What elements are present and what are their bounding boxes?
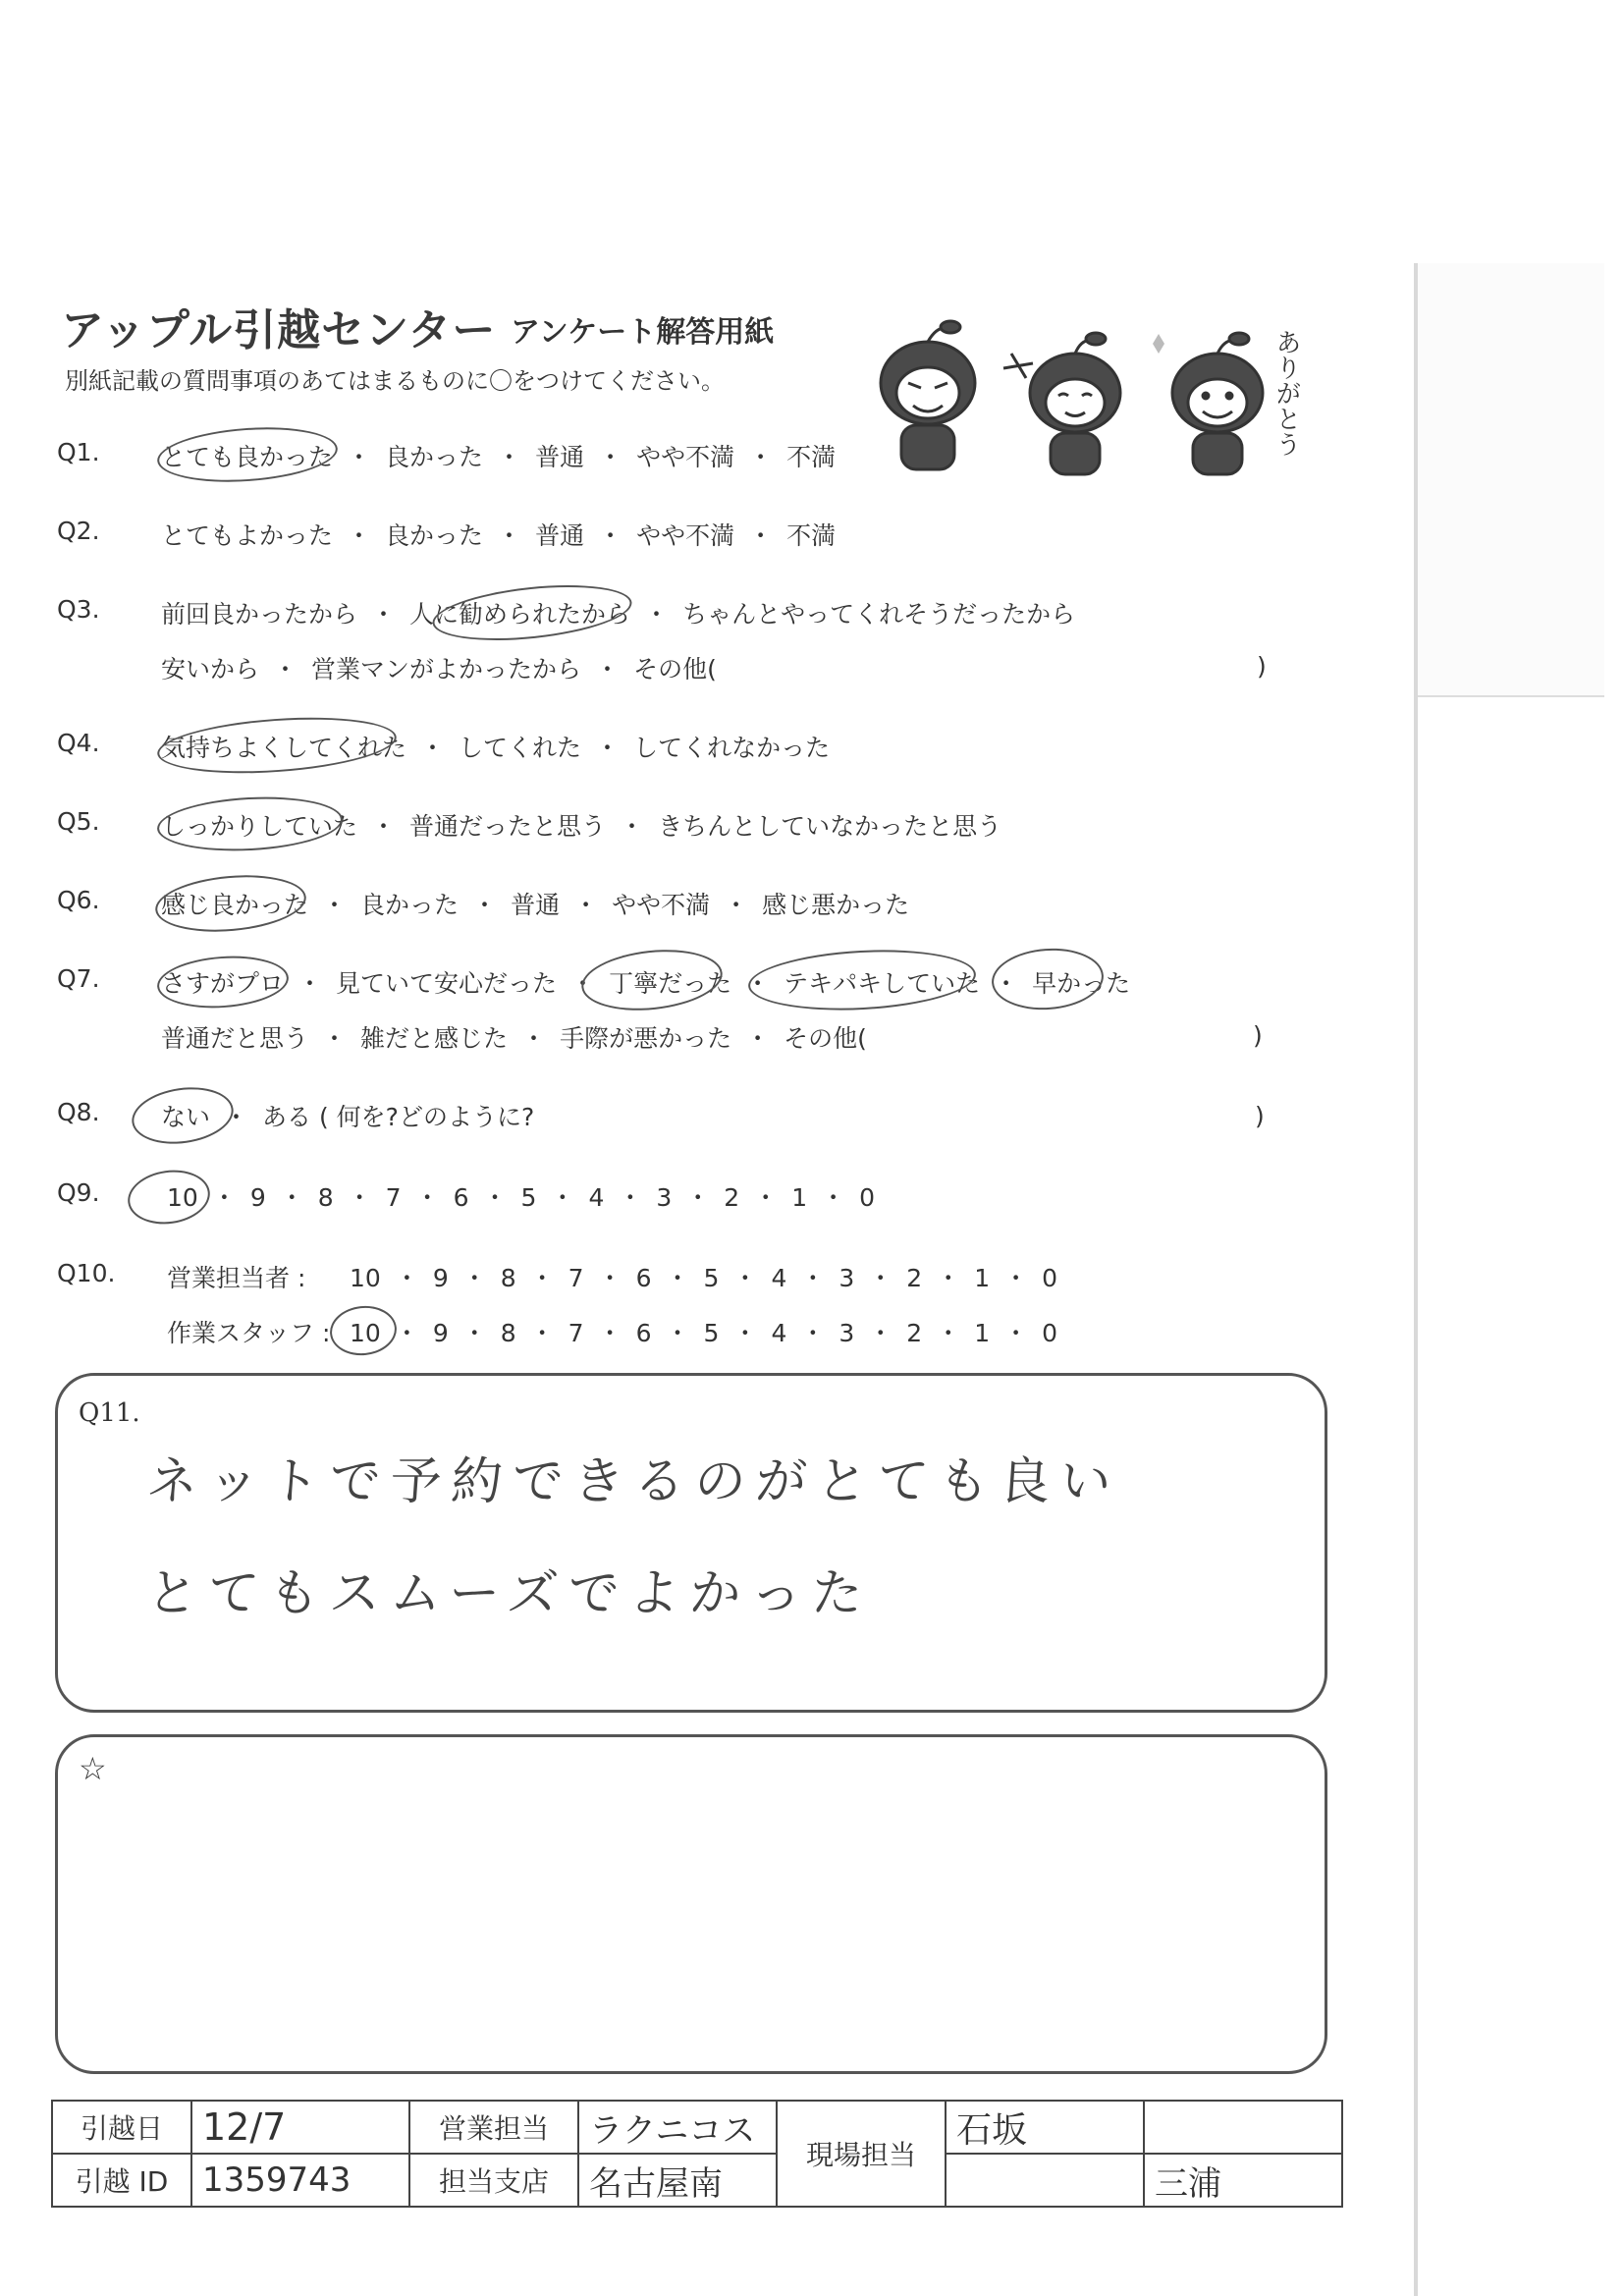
q10-staff-score-3[interactable]: 3 <box>839 1319 855 1347</box>
q9-score-10[interactable]: 10 <box>167 1183 198 1212</box>
q10-sales-score-8[interactable]: 8 <box>500 1264 516 1292</box>
q4-option-1[interactable]: 気持ちよくしてくれた <box>161 734 407 762</box>
q10-staff-score-7[interactable]: 7 <box>568 1319 584 1347</box>
q10-sales-label: 営業担当者 : <box>167 1264 306 1292</box>
q5-option-1[interactable]: しっかりしていた <box>161 812 358 841</box>
q7-answer-circle-2 <box>578 944 725 1017</box>
q10-sales-score-2[interactable]: 2 <box>906 1264 923 1292</box>
q10-sales-score-9[interactable]: 9 <box>432 1264 449 1292</box>
q2-option-1[interactable]: とてもよかった <box>161 521 334 550</box>
page-fold <box>1418 263 1604 697</box>
q11-comment-box[interactable] <box>55 1373 1327 1713</box>
q10-staff-score-0[interactable]: 0 <box>1042 1319 1058 1347</box>
site-rep-handwritten-2: 三浦 <box>1155 2163 1221 2204</box>
q8-option-1[interactable]: ない <box>161 1103 211 1131</box>
q3-options-line2: 安いから ・ 営業マンがよかったから ・ その他( <box>161 655 717 683</box>
q1-answer-circle <box>155 422 339 488</box>
move-id-value[interactable] <box>191 2154 409 2207</box>
q10-sales-score-10[interactable]: 10 <box>350 1264 381 1292</box>
q9-score-3[interactable]: 3 <box>656 1183 673 1212</box>
q2-options: とてもよかった ・ 良かった ・ 普通 ・ やや不満 ・ 不満 <box>161 521 837 550</box>
q4-answer-circle <box>155 711 398 781</box>
q4-options: 気持ちよくしてくれた ・ してくれた ・ してくれなかった <box>161 734 831 762</box>
q9-score-0[interactable]: 0 <box>859 1183 876 1212</box>
q7-answer-circle-3 <box>747 945 981 1015</box>
q7-option-3[interactable]: 丁寧だった <box>609 969 732 998</box>
sales-rep-label: 営業担当 <box>409 2101 578 2154</box>
branch-label: 担当支店 <box>409 2154 578 2207</box>
q1-option-3[interactable]: 普通 <box>535 443 585 471</box>
q5-option-2[interactable]: 普通だったと思う <box>409 812 607 841</box>
q7-answer-circle-1 <box>155 952 290 1011</box>
q11-comment-line-2: とてもスムーズでよかった <box>144 1564 875 1623</box>
q3-option-2[interactable]: 人に勧められたから <box>409 600 631 629</box>
q10-staff-score-5[interactable]: 5 <box>703 1319 720 1347</box>
instruction-text: 別紙記載の質問事項のあてはまるものに〇をつけてください。 <box>65 367 725 395</box>
q7-label: Q7. <box>57 964 100 993</box>
q4-option-2[interactable]: してくれた <box>459 734 582 762</box>
q2-option-3[interactable]: 普通 <box>535 521 585 550</box>
move-id-handwritten: 1359743 <box>202 2160 352 2200</box>
move-id-label: 引越 ID <box>52 2154 191 2207</box>
q5-option-3[interactable]: きちんとしていなかったと思う <box>658 812 1002 841</box>
q10-staff-score-2[interactable]: 2 <box>906 1319 923 1347</box>
q9-scale: 10 ・ 9 ・ 8 ・ 7 ・ 6 ・ 5 ・ 4 ・ 3 ・ 2 ・ 1 ・ 0 <box>167 1183 876 1212</box>
site-rep-handwritten-1: 石坂 <box>956 2109 1028 2151</box>
q10-label: Q10. <box>57 1259 116 1287</box>
q4-option-3[interactable]: してくれなかった <box>633 734 831 762</box>
q9-score-1[interactable]: 1 <box>791 1183 808 1212</box>
q10-staff-score-4[interactable]: 4 <box>771 1319 787 1347</box>
q5-options: しっかりしていた ・ 普通だったと思う ・ きちんとしていなかったと思う <box>161 812 1002 841</box>
q9-score-9[interactable]: 9 <box>249 1183 266 1212</box>
mascot-illustration <box>854 309 1325 486</box>
site-rep-value-1[interactable] <box>946 2101 1144 2154</box>
q10-staff-score-8[interactable]: 8 <box>500 1319 516 1347</box>
q6-option-1[interactable]: 感じ良かった <box>161 891 309 919</box>
q6-options: 感じ良かった ・ 良かった ・ 普通 ・ やや不満 ・ 感じ悪かった <box>161 891 910 919</box>
q8-paren-close: ) <box>1255 1102 1265 1130</box>
mascot-2 <box>1003 333 1120 474</box>
q6-option-4[interactable]: やや不満 <box>612 891 711 919</box>
q7-option-6[interactable]: 普通だと思う <box>161 1024 309 1053</box>
q5-answer-circle <box>156 793 345 855</box>
footer-info-table <box>51 2100 1343 2208</box>
q3-answer-circle <box>430 576 634 648</box>
q7-option-9[interactable]: その他( <box>784 1024 867 1053</box>
q6-label: Q6. <box>57 886 100 914</box>
move-date-label: 引越日 <box>52 2101 191 2154</box>
mascot-1 <box>881 321 975 469</box>
q3-option-1[interactable]: 前回良かったから <box>161 600 358 629</box>
q7-options-line1: さすがプロ ・ 見ていて安心だった ・ 丁寧だった ・ テキパキしていた ・ 早かった <box>161 969 1131 998</box>
q7-options-line2: 普通だと思う ・ 雑だと感じた ・ 手際が悪かった ・ その他( <box>161 1024 867 1053</box>
q3-option-5[interactable]: 営業マンがよかったから <box>311 655 582 683</box>
q9-score-7[interactable]: 7 <box>385 1183 402 1212</box>
q10-sales-score-4[interactable]: 4 <box>771 1264 787 1292</box>
q8-options: ない ・ ある ( 何を?どのように? <box>161 1103 535 1131</box>
q9-score-8[interactable]: 8 <box>317 1183 334 1212</box>
q10-sales-score-7[interactable]: 7 <box>568 1264 584 1292</box>
q1-option-2[interactable]: 良かった <box>385 443 484 471</box>
q3-paren-close: ) <box>1257 652 1267 681</box>
q3-options-line1: 前回良かったから ・ 人に勧められたから ・ ちゃんとやってくれそうだったから <box>161 600 1076 629</box>
q6-option-2[interactable]: 良かった <box>360 891 460 919</box>
q1-option-4[interactable]: やや不満 <box>636 443 735 471</box>
q5-label: Q5. <box>57 807 100 836</box>
q1-label: Q1. <box>57 438 100 466</box>
q10-staff-row: 作業スタッフ : 10 ・ 9 ・ 8 ・ 7 ・ 6 ・ 5 ・ 4 ・ 3 ・ 2 ・ 1 ・ 0 <box>167 1314 1057 1349</box>
mascot-3 <box>1153 333 1263 474</box>
q7-option-7[interactable]: 雑だと感じた <box>360 1024 509 1053</box>
q11-comment-line-1: ネットで予約できるのがとても良い <box>144 1452 1123 1511</box>
q1-option-1[interactable]: とても良かった <box>161 443 334 471</box>
q10-staff-score-1[interactable]: 1 <box>974 1319 991 1347</box>
q7-answer-circle-4 <box>990 945 1106 1013</box>
q9-score-5[interactable]: 5 <box>520 1183 537 1212</box>
q10-staff-score-6[interactable]: 6 <box>635 1319 652 1347</box>
q10-sales-score-0[interactable]: 0 <box>1042 1264 1058 1292</box>
site-rep-value-4[interactable] <box>1144 2154 1342 2207</box>
sales-rep-handwritten: ラクニコス <box>589 2110 756 2151</box>
q3-option-3[interactable]: ちゃんとやってくれそうだったから <box>682 600 1076 629</box>
q3-label: Q3. <box>57 595 100 624</box>
q7-paren-close: ) <box>1253 1021 1263 1050</box>
q10-staff-score-9[interactable]: 9 <box>432 1319 449 1347</box>
q6-option-5[interactable]: 感じ悪かった <box>762 891 910 919</box>
document-title: アップル引越センター <box>61 305 497 355</box>
move-date-value[interactable] <box>191 2101 409 2154</box>
q7-option-8[interactable]: 手際が悪かった <box>560 1024 732 1053</box>
q6-answer-circle <box>153 869 308 937</box>
q6-option-3[interactable]: 普通 <box>511 891 561 919</box>
q4-label: Q4. <box>57 729 100 757</box>
q10-sales-score-5[interactable]: 5 <box>703 1264 720 1292</box>
q8-option-2[interactable]: ある ( 何を?どのように? <box>262 1103 535 1131</box>
q7-option-1[interactable]: さすがプロ <box>161 969 285 998</box>
q2-option-4[interactable]: やや不満 <box>636 521 735 550</box>
q10-sales-score-1[interactable]: 1 <box>974 1264 991 1292</box>
q10-sales-score-3[interactable]: 3 <box>839 1264 855 1292</box>
q9-answer-circle <box>125 1165 214 1229</box>
star-comment-box[interactable] <box>55 1734 1327 2074</box>
move-date-handwritten: 12/7 <box>202 2105 287 2149</box>
q10-staff-label: 作業スタッフ : <box>167 1319 331 1347</box>
document-subtitle: アンケート解答用紙 <box>511 315 775 350</box>
q10-sales-score-6[interactable]: 6 <box>635 1264 652 1292</box>
q9-score-4[interactable]: 4 <box>588 1183 605 1212</box>
q9-score-6[interactable]: 6 <box>453 1183 469 1212</box>
q10-staff-score-10[interactable]: 10 <box>350 1319 381 1347</box>
sales-rep-value[interactable] <box>578 2101 777 2154</box>
q9-label: Q9. <box>57 1178 100 1207</box>
site-rep-value-3[interactable] <box>946 2154 1144 2207</box>
q2-option-5[interactable]: 不満 <box>786 521 837 550</box>
q2-label: Q2. <box>57 517 100 545</box>
q7-option-5[interactable]: 早かった <box>1032 969 1131 998</box>
q10-sales-row: 営業担当者 : 10 ・ 9 ・ 8 ・ 7 ・ 6 ・ 5 ・ 4 ・ 3 ・ 2 ・ 1 ・ 0 <box>167 1259 1057 1294</box>
q7-option-4[interactable]: テキパキしていた <box>784 969 981 998</box>
mascot-thanks-text: ありがとう <box>1271 329 1301 457</box>
q10-answer-circle <box>328 1303 400 1359</box>
q1-options: とても良かった ・ 良かった ・ 普通 ・ やや不満 ・ 不満 <box>161 443 837 471</box>
site-rep-label: 現場担当 <box>777 2101 946 2207</box>
q7-option-2[interactable]: 見ていて安心だった <box>336 969 558 998</box>
site-rep-value-2[interactable] <box>1144 2101 1342 2154</box>
q2-option-2[interactable]: 良かった <box>385 521 484 550</box>
q8-label: Q8. <box>57 1098 100 1126</box>
branch-value[interactable] <box>578 2154 777 2207</box>
q1-option-5[interactable]: 不満 <box>786 443 837 471</box>
star-label: ☆ <box>79 1750 107 1787</box>
q8-answer-circle <box>129 1081 238 1150</box>
branch-handwritten: 名古屋南 <box>589 2163 723 2204</box>
q9-score-2[interactable]: 2 <box>724 1183 740 1212</box>
q11-label: Q11. <box>79 1398 140 1428</box>
q3-option-4[interactable]: 安いから <box>161 655 260 683</box>
q3-option-6[interactable]: その他( <box>633 655 717 683</box>
